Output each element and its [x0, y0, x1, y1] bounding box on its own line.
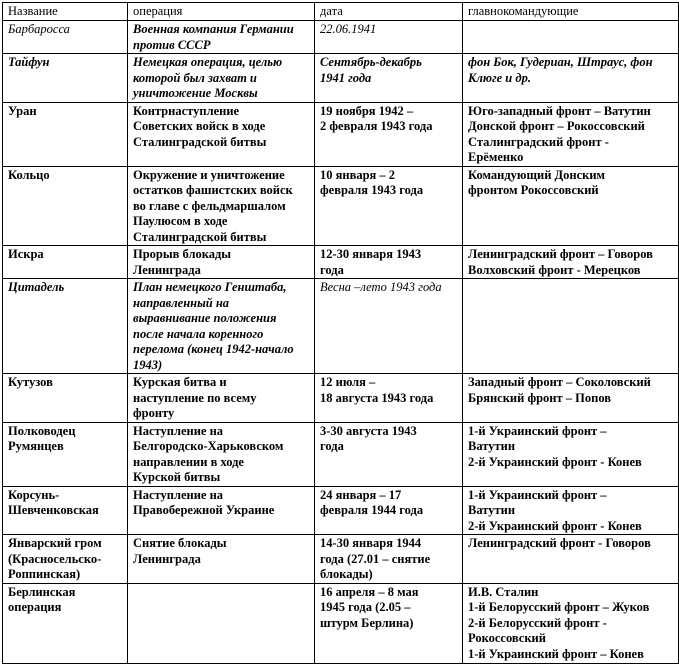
- operation-line: Курской битвы: [133, 470, 221, 484]
- operations-table: [2, 2, 679, 664]
- commanders-line: Сталинградский фронт -: [468, 134, 609, 149]
- table-row: [3, 102, 679, 166]
- commanders-line: Ленинградский фронт - Говоров: [468, 536, 651, 550]
- operation-line: во главе с фельдмаршалом: [133, 198, 286, 213]
- table-row: [3, 246, 679, 279]
- operation-line: выравнивание положения: [133, 311, 277, 325]
- operation-line: Сталинградской битвы: [133, 229, 267, 244]
- commanders-line: 1-й Украинский фронт –: [468, 423, 607, 438]
- operation-line: направленный на: [133, 295, 230, 310]
- name-line: Румянцев: [8, 439, 64, 453]
- operation-line: Курская битва и: [133, 375, 227, 389]
- operation-line: остатков фашистских войск: [133, 183, 293, 197]
- date-line: 3-30 августа 1943: [320, 423, 417, 438]
- commanders-line: Волховский фронт - Мерецков: [468, 262, 641, 277]
- table-row: [3, 21, 679, 54]
- name-line: Полководец: [8, 423, 76, 438]
- date-line: 1945 года (2.05 –: [320, 600, 411, 614]
- commanders-cell: [463, 166, 679, 246]
- commanders-line: 2-й Белорусский фронт -: [468, 615, 607, 630]
- commanders-line: Клюге и др.: [468, 70, 531, 85]
- commanders-cell: [463, 54, 679, 103]
- header-date: дата: [315, 3, 463, 21]
- operation-line: Снятие блокады: [133, 536, 227, 550]
- name-cell: [3, 21, 128, 54]
- operation-line: направлении в ходе: [133, 454, 244, 469]
- commanders-line: И.В. Сталин: [468, 584, 539, 599]
- name-line: Тайфун: [8, 55, 50, 69]
- operation-cell: [128, 535, 315, 584]
- name-cell: [3, 374, 128, 423]
- operation-line: План немецкого Генштаба,: [133, 280, 287, 294]
- name-line: Берлинская: [8, 584, 76, 599]
- operation-cell: [128, 21, 315, 54]
- date-line: 12 июля –: [320, 375, 376, 389]
- date-line: штурм Берлина): [320, 615, 414, 630]
- name-cell: [3, 535, 128, 584]
- name-cell: [3, 54, 128, 103]
- date-cell: [315, 583, 463, 663]
- operation-cell: [128, 246, 315, 279]
- date-line: 16 апреля – 8 мая: [320, 584, 419, 599]
- date-cell: [315, 422, 463, 486]
- date-line: года: [320, 439, 344, 453]
- commanders-line: фронтом Рокоссовский: [468, 183, 599, 197]
- operation-cell: [128, 54, 315, 103]
- commanders-line: 1-й Украинский фронт –: [468, 487, 607, 502]
- table-row: [3, 583, 679, 663]
- name-cell: [3, 486, 128, 535]
- commanders-line: Ватутин: [468, 503, 516, 517]
- operation-line: наступление по всему: [133, 390, 257, 405]
- operation-line: 1943): [133, 357, 163, 372]
- operation-line: Паулюсом в ходе: [133, 214, 228, 228]
- date-cell: [315, 21, 463, 54]
- operation-line: Правобережной Украине: [133, 503, 275, 517]
- name-line: Кольцо: [8, 167, 50, 182]
- commanders-cell: [463, 279, 679, 374]
- name-line: Уран: [8, 103, 37, 118]
- commanders-line: 1-й Украинский фронт – Конев: [468, 646, 644, 661]
- date-line: февраля 1943 года: [320, 183, 424, 197]
- table-row: [3, 54, 679, 103]
- operation-line: фронту: [133, 406, 175, 420]
- date-line: 1941 года: [320, 70, 372, 85]
- name-line: Январский гром: [8, 536, 102, 550]
- header-operation: операция: [128, 3, 315, 21]
- operation-line: Советских войск в ходе: [133, 119, 266, 133]
- date-cell: [315, 54, 463, 103]
- date-line: 10 января – 2: [320, 167, 396, 182]
- date-line: 19 ноября 1942 –: [320, 103, 414, 118]
- commanders-cell: [463, 102, 679, 166]
- table-row: [3, 535, 679, 584]
- operation-line: которой был захват и: [133, 70, 257, 85]
- date-line: 24 января – 17: [320, 487, 402, 502]
- header-commanders: главнокомандующие: [463, 3, 679, 21]
- operation-line: перелома (конец 1942-начало: [133, 342, 294, 356]
- operation-cell: [128, 583, 315, 663]
- commanders-line: Ленинградский фронт – Говоров: [468, 247, 653, 261]
- commanders-cell: [463, 374, 679, 423]
- name-line: Барбаросса: [8, 22, 70, 36]
- commanders-line: Донской фронт – Рокоссовский: [468, 119, 645, 133]
- table-row: [3, 486, 679, 535]
- operation-line: Ленинграда: [133, 262, 201, 277]
- commanders-line: Юго-западный фронт – Ватутин: [468, 103, 651, 118]
- date-line: года (27.01 – снятие: [320, 551, 431, 566]
- operation-line: Сталинградской битвы: [133, 134, 267, 149]
- commanders-cell: [463, 21, 679, 54]
- commanders-cell: [463, 422, 679, 486]
- table-row: [3, 374, 679, 423]
- commanders-line: Командующий Донским: [468, 167, 606, 182]
- table-body: [3, 21, 679, 664]
- name-cell: [3, 279, 128, 374]
- header-name: Название: [3, 3, 128, 21]
- operation-cell: [128, 374, 315, 423]
- commanders-line: Западный фронт – Соколовский: [468, 375, 651, 389]
- name-cell: [3, 102, 128, 166]
- name-cell: [3, 166, 128, 246]
- operation-line: Прорыв блокады: [133, 247, 232, 261]
- operation-line: против СССР: [133, 37, 211, 52]
- operation-line: уничтожение Москвы: [133, 86, 258, 100]
- date-line: 18 августа 1943 года: [320, 390, 434, 405]
- operation-line: после начала коренного: [133, 326, 264, 341]
- date-line: Сентябрь-декабрь: [320, 55, 422, 69]
- table-row: [3, 166, 679, 246]
- operation-line: Наступление на: [133, 487, 224, 502]
- date-cell: [315, 102, 463, 166]
- name-cell: [3, 246, 128, 279]
- date-line: 14-30 января 1944: [320, 536, 422, 550]
- header-row: [3, 3, 679, 21]
- commanders-cell: [463, 583, 679, 663]
- operation-line: Военная компания Германии: [133, 22, 294, 36]
- date-cell: [315, 246, 463, 279]
- date-cell: [315, 486, 463, 535]
- operation-line: Окружение и уничтожение: [133, 167, 285, 182]
- operation-cell: [128, 279, 315, 374]
- date-line: года: [320, 262, 344, 277]
- date-line: Весна –лето 1943 года: [320, 280, 442, 294]
- commanders-line: 2-й Украинский фронт - Конев: [468, 454, 642, 469]
- operation-cell: [128, 422, 315, 486]
- commanders-line: 1-й Белорусский фронт – Жуков: [468, 600, 650, 614]
- name-line: Искра: [8, 247, 44, 261]
- name-line: Цитадель: [8, 280, 65, 294]
- commanders-line: Рокоссовский: [468, 631, 546, 645]
- commanders-cell: [463, 246, 679, 279]
- date-line: блокады): [320, 567, 373, 581]
- operation-line: Контрнаступление: [133, 103, 240, 118]
- date-line: 2 февраля 1943 года: [320, 119, 433, 133]
- operation-cell: [128, 166, 315, 246]
- date-line: 22.06.1941: [320, 22, 377, 36]
- name-line: (Красносельско-: [8, 551, 102, 566]
- name-line: Кутузов: [8, 375, 53, 389]
- name-cell: [3, 583, 128, 663]
- commanders-line: 2-й Украинский фронт - Конев: [468, 518, 642, 533]
- commanders-cell: [463, 486, 679, 535]
- commanders-line: Брянский фронт – Попов: [468, 390, 612, 405]
- operation-line: Наступление на: [133, 423, 224, 438]
- date-line: 12-30 января 1943: [320, 247, 422, 261]
- table-row: [3, 422, 679, 486]
- name-cell: [3, 422, 128, 486]
- commanders-line: Ватутин: [468, 439, 516, 453]
- operation-cell: [128, 486, 315, 535]
- name-line: Шевченковская: [8, 503, 99, 517]
- date-cell: [315, 535, 463, 584]
- date-cell: [315, 279, 463, 374]
- commanders-line: фон Бок, Гудериан, Штраус, фон: [468, 55, 653, 69]
- date-line: февраля 1944 года: [320, 503, 424, 517]
- name-line: Роппинская): [8, 567, 81, 581]
- operation-line: Ленинграда: [133, 551, 201, 566]
- name-line: операция: [8, 600, 62, 614]
- date-cell: [315, 166, 463, 246]
- operation-line: Белгородско-Харьковском: [133, 439, 284, 453]
- date-cell: [315, 374, 463, 423]
- name-line: Корсунь-: [8, 487, 60, 502]
- commanders-line: Ерёменко: [468, 150, 524, 164]
- commanders-cell: [463, 535, 679, 584]
- operation-line: Немецкая операция, целью: [133, 55, 283, 69]
- table-row: [3, 279, 679, 374]
- operation-cell: [128, 102, 315, 166]
